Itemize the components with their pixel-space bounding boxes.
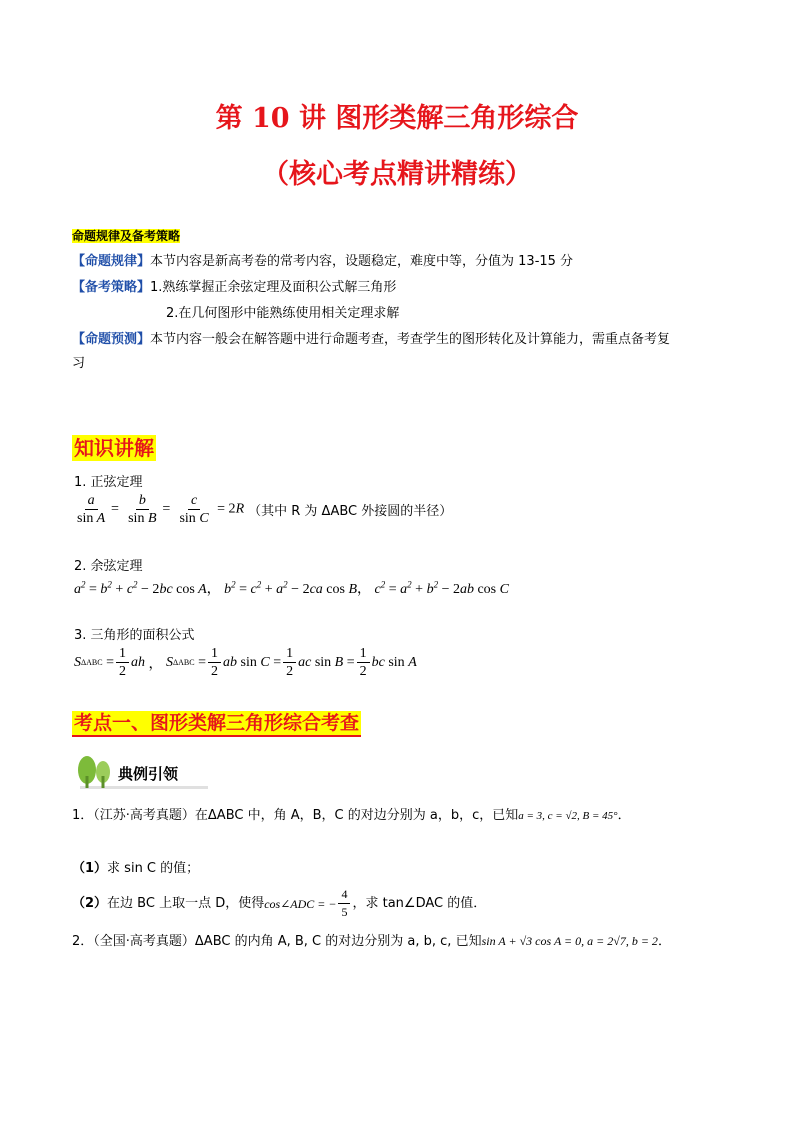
problem-2-intro: 2．（全国·高考真题）ΔABC 的内角 A, B, C 的对边分别为 a, b, c, 已知 — [72, 934, 482, 949]
strategy-section — [72, 227, 670, 373]
page-subtitle: （核心考点精讲精练） — [262, 159, 532, 190]
strategy-heading: 命题规律及备考策略 — [72, 229, 181, 243]
problem-1-q1 — [72, 860, 199, 878]
problem-1-end: ． — [617, 808, 631, 823]
area-formula: S ΔABC = $\frac{1}{2}$ ah ， S ΔABC = $\frac{1}{2}$ ab sin C = $\frac{1}{2}$ ac sin B = $\frac{1}{2}$ bc sin A — [74, 646, 417, 679]
page-title: 第 10 讲 图形类解三角形综合 — [215, 103, 579, 134]
sine-law-formula: $\frac{a}{\text{sin A}}$ = $\frac{b}{\text{sin B}}$ = $\frac{c}{\text{sin C}}$ = 2R （其中 R 为 ΔABC 外接圆的半径） — [77, 493, 453, 526]
forecast-text: 本节内容一般会在解答题中进行命题考查，考查学生的图形转化及计算能力，需重点备考复 — [150, 332, 671, 347]
rule-label: 【命题规律】 — [72, 254, 151, 269]
problem-1-q2 — [72, 886, 486, 921]
problem-1-q2-label: （2） — [72, 895, 108, 911]
item-cosine-law-title: 2. 余弦定理 — [74, 559, 143, 574]
prep-label: 【备考策略】 — [72, 280, 151, 295]
problem-1-q2-pre: 在边 BC 上取一点 D，使得 — [107, 895, 265, 911]
forecast-text-cont: 习 — [72, 356, 86, 371]
knowledge-heading: 知识讲解 — [74, 436, 154, 460]
problem-1-q2-den: 5 — [341, 905, 348, 919]
problem-1-given: a = 3, c = √2, B = 45° — [518, 810, 618, 822]
problem-1-q2-cond: cos∠ADC = − — [264, 896, 337, 911]
rule-text: 本节内容是新高考卷的常考内容，设题稳定，难度中等，分值为 13-15 分 — [150, 254, 574, 269]
forecast-label: 【命题预测】 — [72, 332, 151, 347]
example-banner-label: 典例引领 — [118, 765, 179, 783]
prep-item-1: 1.熟练掌握正余弦定理及面积公式解三角形 — [150, 280, 397, 295]
problem-1-q1-text: 求 sin C 的值； — [107, 861, 200, 876]
problem-1-intro: 1．（江苏·高考真题）在ΔABC 中，角 A，B，C 的对边分别为 a，b，c，已知 — [72, 808, 519, 823]
problem-2 — [72, 932, 671, 951]
problem-1-q2-post: ，求 tan∠DAC 的值． — [352, 895, 487, 911]
cosine-law-formula: $a^2 = b^2 + c^2 - 2bc$ cos A， $b^2 = c^2 + a^2 - 2ca$ cos B， $c^2 = a^2 + b^2 - 2ab$ cos C — [74, 579, 509, 597]
problem-1-q1-label: （1） — [72, 861, 108, 876]
prep-item-2: 2.在几何图形中能熟练使用相关定理求解 — [166, 306, 400, 321]
example-banner — [70, 752, 210, 796]
problem-2-end: ． — [657, 934, 671, 949]
item-area-title: 3. 三角形的面积公式 — [74, 628, 195, 643]
topic-heading: 考点一、图形类解三角形综合考查 — [72, 711, 361, 737]
sine-law-note: （其中 R 为 ΔABC 外接圆的半径） — [248, 504, 453, 519]
item-sine-law-title: 1. 正弦定理 — [74, 475, 143, 490]
problem-1 — [72, 807, 631, 825]
problem-2-given: sin A + √3 cos A = 0, a = 2√7, b = 2 — [481, 934, 658, 948]
problem-1-q2-num: 4 — [338, 886, 350, 904]
